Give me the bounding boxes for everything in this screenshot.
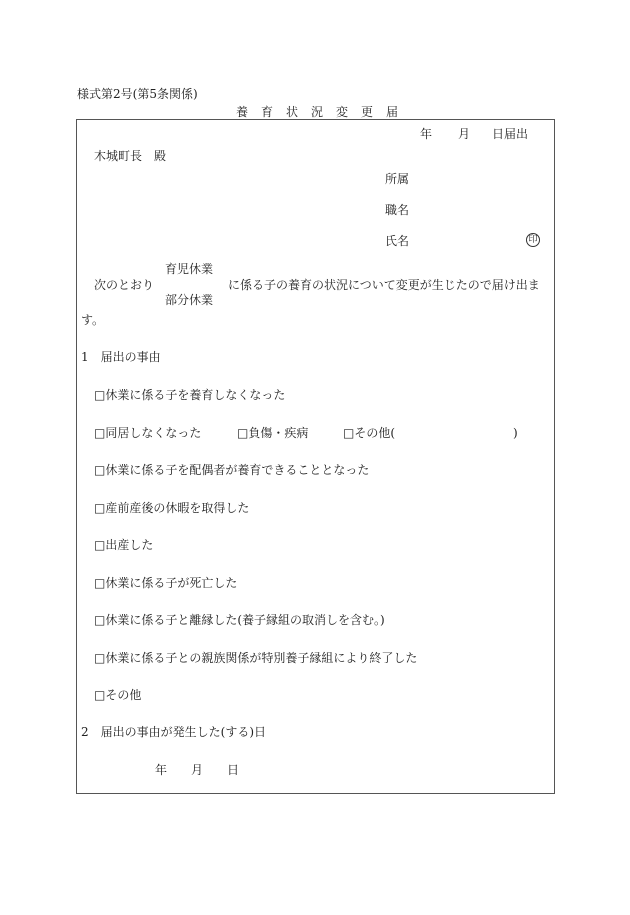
date-year: 年 xyxy=(420,127,433,141)
title-char: 況 xyxy=(311,105,324,119)
reason-item: □休業に係る子を配偶者が養育できることとなった xyxy=(94,463,370,477)
addressee: 木城町長 殿 xyxy=(94,149,167,163)
reason-item: □出産した xyxy=(94,538,154,552)
title-char: 更 xyxy=(361,105,374,119)
intro-prefix: 次のとおり xyxy=(94,278,155,292)
name-label: 氏名 xyxy=(385,234,410,248)
reason-item: □その他( xyxy=(343,426,396,440)
section2-heading: 2 届出の事由が発生した(する)日 xyxy=(81,725,266,739)
title-char: 届 xyxy=(386,105,399,119)
form-number: 様式第2号(第5条関係) xyxy=(77,87,198,101)
reason-item: □休業に係る子との親族関係が特別養子縁組により終了した xyxy=(94,651,418,665)
title-char: 状 xyxy=(286,105,299,119)
reason-item: □負傷・疾病 xyxy=(237,426,309,440)
reason-item: □同居しなくなった xyxy=(94,426,202,440)
leave-option-partial: 部分休業 xyxy=(165,293,214,307)
reason-item-close: ) xyxy=(513,426,518,440)
title-char: 変 xyxy=(336,105,349,119)
date-month: 月 xyxy=(458,127,471,141)
position-label: 職名 xyxy=(385,203,410,217)
event-month: 月 xyxy=(191,763,204,777)
seal-icon: 印 xyxy=(526,233,540,247)
form-border xyxy=(76,119,555,794)
reason-item: □休業に係る子が死亡した xyxy=(94,576,238,590)
intro-continuation: す。 xyxy=(81,313,105,327)
intro-suffix: に係る子の養育の状況について変更が生じたので届け出ま xyxy=(228,278,540,292)
leave-option-childcare: 育児休業 xyxy=(165,262,214,276)
reason-item: □産前産後の休暇を取得した xyxy=(94,501,250,515)
reason-item: □休業に係る子を養育しなくなった xyxy=(94,388,286,402)
title-char: 養 xyxy=(236,105,249,119)
affiliation-label: 所属 xyxy=(385,172,410,186)
date-day: 日届出 xyxy=(492,127,529,141)
title-char: 育 xyxy=(261,105,274,119)
event-day: 日 xyxy=(227,763,240,777)
event-year: 年 xyxy=(155,763,168,777)
reason-item: □その他 xyxy=(94,688,142,702)
section1-heading: 1 届出の事由 xyxy=(81,350,161,364)
reason-item: □休業に係る子と離縁した(養子縁組の取消しを含む。) xyxy=(94,613,385,627)
